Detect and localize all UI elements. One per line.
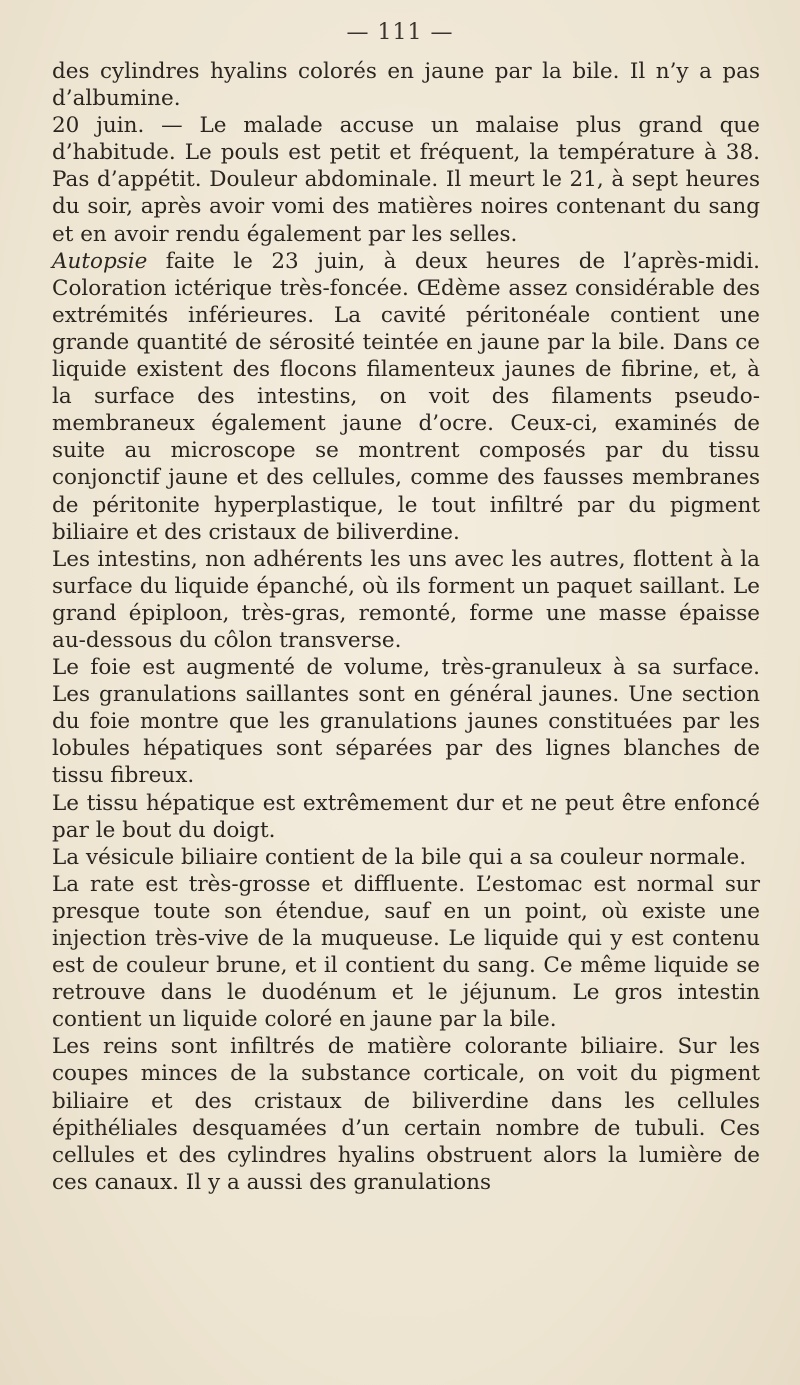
paragraph-june-20: 20 juin. — Le malade accuse un malaise plus grand que d’habitude. Le pouls est petit et fréquent, la température à 38. Pas d’appétit. Douleur abdominale. Il meurt le 21, à sept heures du soir, après avoir vomi des matières noires contenant du sang et en avoir rendu également par les selles. bbox=[52, 113, 760, 247]
page-number: — 111 — bbox=[346, 20, 454, 45]
paragraph-kidneys: Les reins sont infiltrés de matière colorante biliaire. Sur les coupes minces de la substance corticale, on voit du pigment biliaire et des cristaux de biliverdine dans les cellules épithéliales desquamées d’un certain nombre de tubuli. Ces cellules et des cylindres hyalins obstruent alors la lumière de ces canaux. Il y a aussi des granulations bbox=[52, 1034, 760, 1195]
paragraph-autopsy bbox=[52, 248, 760, 546]
paragraph-urine: des cylindres hyalins colorés en jaune par la bile. Il n’y a pas d’albumine. bbox=[52, 59, 760, 112]
autopsy-text: faite le 23 juin, à deux heures de l’après-midi. Coloration ictérique très-foncée. Œdème assez considérable des extrémités inférieures. La cavité péritonéale contient une grande quantité de sérosité teintée en jaune par la bile. Dans ce liquide existent des flocons filamenteux jaunes de fibrine, et, à la surface des intestins, on voit des filaments pseudo-membraneux également jaune d’ocre. Ceux-ci, examinés de suite au microscope se montrent composés par du tissu conjonctif jaune et des cellules, comme des fausses membranes de péritonite hyperplastique, le tout infiltré par du pigment biliaire et des cristaux de biliverdine. bbox=[52, 248, 760, 545]
body-text bbox=[52, 58, 760, 1196]
autopsy-heading: Autopsie bbox=[52, 248, 148, 274]
paragraph-gallbladder: La vésicule biliaire contient de la bile qui a sa couleur normale. bbox=[52, 844, 747, 870]
paragraph-liver: Le foie est augmenté de volume, très-granuleux à sa surface. Les granulations saillantes sont en général jaunes. Une section du foie montre que les granulations jaunes constituées par les lobules hépatiques sont séparées par des lignes blanches de tissu fibreux. bbox=[52, 655, 760, 789]
paragraph-intestines: Les intestins, non adhérents les uns avec les autres, flottent à la surface du liquide épanché, où ils forment un paquet saillant. Le grand épiploon, très-gras, remonté, forme une masse épaisse au-dessous du côlon transverse. bbox=[52, 546, 760, 653]
paragraph-liver-tissue: Le tissu hépatique est extrêmement dur et ne peut être enfoncé par le bout du doigt. bbox=[52, 790, 760, 843]
paragraph-spleen-stomach: La rate est très-grosse et diffluente. L’estomac est normal sur presque toute son étendue, sauf en un point, où existe une injection très-vive de la muqueuse. Le liquide qui y est contenu est de couleur brune, et il contient du sang. Ce même liquide se retrouve dans le duodénum et le jéjunum. Le gros intestin contient un liquide coloré en jaune par la bile. bbox=[52, 871, 760, 1033]
